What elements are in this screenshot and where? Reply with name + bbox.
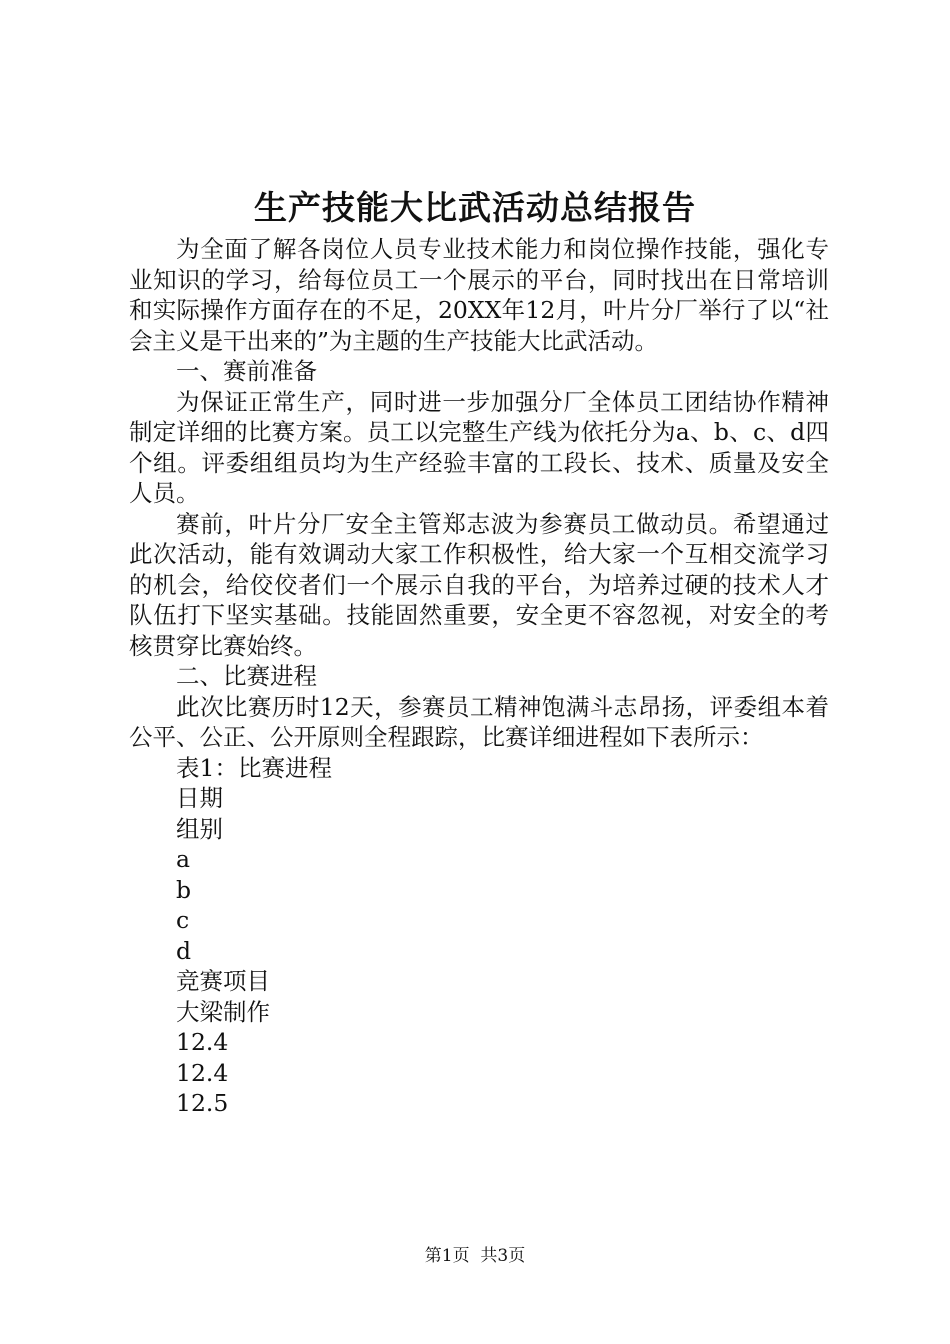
table-line: 12.5 — [176, 1089, 229, 1117]
table-line: 12.4 — [176, 1058, 229, 1087]
table-line: c — [176, 906, 190, 934]
preparation-paragraph-1: 为保证正常生产，同时进一步加强分厂全体员工团结协作精神制定详细的比赛方案。员工以完整生产线为依托分为a、b、c、d四个组。评委组组员均为生产经验丰富的工段长、技术、质量及安全人员。 — [129, 387, 829, 507]
table-line: a — [176, 845, 191, 873]
document-body — [129, 234, 829, 1119]
table-line: b — [176, 875, 192, 904]
document-title: 生产技能大比武活动总结报告 — [254, 188, 696, 227]
table-line: 日期 — [176, 784, 223, 812]
table-line: 竞赛项目 — [176, 967, 270, 995]
table-lines — [129, 753, 829, 1119]
page-footer: 第1页 共3页 — [424, 1246, 526, 1266]
section-heading-preparation: 一、赛前准备 — [176, 357, 317, 385]
table-line: 12.4 — [176, 1028, 229, 1056]
progress-paragraph: 此次比赛历时12天，参赛员工精神饱满斗志昂扬，评委组本着公平、公正、公开原则全程跟踪，比赛详细进程如下表所示： — [129, 692, 829, 751]
table-line: d — [176, 936, 192, 965]
table-caption: 表1：比赛进程 — [176, 753, 332, 782]
table-line: 组别 — [176, 814, 223, 843]
section-heading-progress: 二、比赛进程 — [176, 662, 317, 690]
preparation-paragraph-2: 赛前，叶片分厂安全主管郑志波为参赛员工做动员。希望通过此次活动，能有效调动大家工作积极性，给大家一个互相交流学习的机会，给佼佼者们一个展示自我的平台，为培养过硬的技术人才队伍打下坚实基础。技能固然重要，安全更不容忽视，对安全的考核贯穿比赛始终。 — [129, 509, 829, 660]
table-line: 大梁制作 — [176, 997, 270, 1026]
intro-paragraph: 为全面了解各岗位人员专业技术能力和岗位操作技能，强化专业知识的学习，给每位员工一个展示的平台，同时找出在日常培训和实际操作方面存在的不足，20XX年12月，叶片分厂举行了以“社会主义是干出来的”为主题的生产技能大比武活动。 — [129, 235, 829, 355]
